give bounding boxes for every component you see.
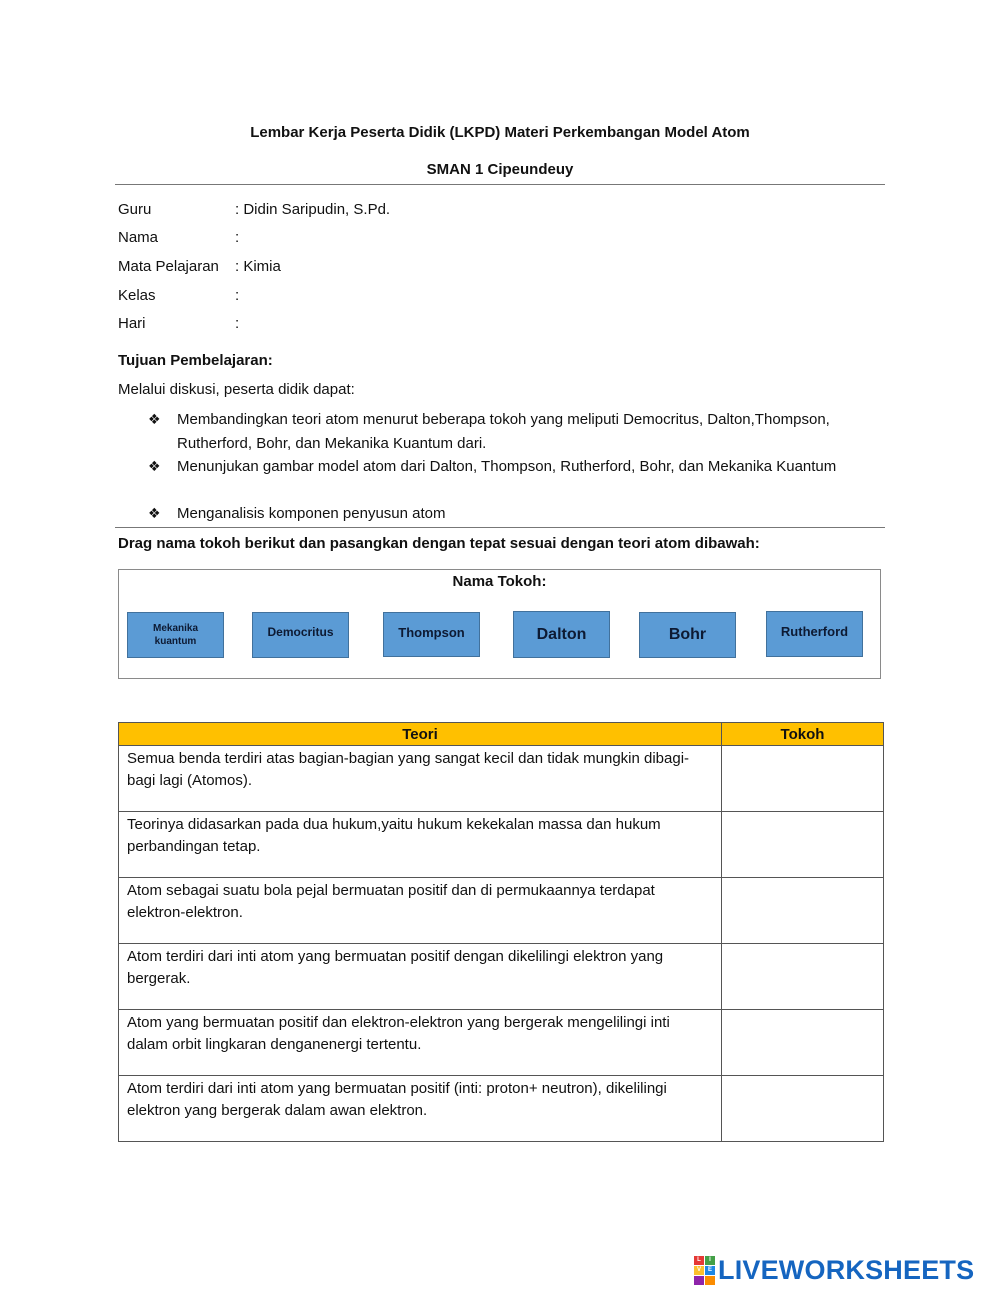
- theory-cell: Semua benda terdiri atas bagian-bagian yang sangat kecil dan tidak mungkin dibagi-bagi lagi (Atomos).: [119, 746, 722, 812]
- divider: [115, 184, 885, 185]
- info-label: Nama: [118, 229, 159, 246]
- liveworksheets-logo: [694, 1256, 974, 1284]
- theory-cell: Atom sebagai suatu bola pejal bermuatan positif dan di permukaannya terdapat elektron-elektron.: [119, 878, 722, 944]
- drag-chip-mekanika-kuantum[interactable]: Mekanika kuantum: [127, 612, 224, 658]
- objective-text: Menunjukan gambar model atom dari Dalton, Thompson, Rutherford, Bohr, dan Mekanika Kuantum: [177, 458, 837, 475]
- table-row: [119, 944, 884, 1010]
- table-row: [119, 1010, 884, 1076]
- badge-letter: [705, 1276, 715, 1285]
- info-label: Guru: [118, 201, 152, 218]
- diamond-bullet-icon: ❖: [148, 505, 161, 521]
- table-row: [119, 746, 884, 812]
- column-header-tokoh: Tokoh: [722, 723, 884, 746]
- tokoh-box: [118, 569, 881, 679]
- info-value: : Kimia: [235, 258, 281, 275]
- objective-text: Menganalisis komponen penyusun atom: [177, 505, 446, 522]
- theory-cell: Atom terdiri dari inti atom yang bermuatan positif (inti: proton+ neutron), dikelilingi elektron yang bergerak dalam awan elektron.: [119, 1076, 722, 1142]
- tokoh-drop-zone[interactable]: [722, 944, 884, 1010]
- info-label: Kelas: [118, 287, 156, 304]
- instruction-text: Drag nama tokoh berikut dan pasangkan dengan tepat sesuai dengan teori atom dibawah:: [118, 535, 760, 552]
- info-value: :: [235, 315, 240, 332]
- tokoh-drop-zone[interactable]: [722, 878, 884, 944]
- theory-table: [118, 722, 884, 1142]
- badge-letter: E: [705, 1266, 715, 1275]
- table-row: [119, 878, 884, 944]
- objectives-heading: Tujuan Pembelajaran:: [118, 352, 273, 369]
- info-value: : Didin Saripudin, S.Pd.: [235, 201, 391, 218]
- divider: [115, 527, 885, 528]
- table-row: [119, 812, 884, 878]
- objective-text: Membandingkan teori atom menurut beberapa tokoh yang meliputi Democritus, Dalton,Thompson, Rutherford, Bohr, dan Mekanika Kuantum dari.: [177, 411, 830, 452]
- theory-cell: Teorinya didasarkan pada dua hukum,yaitu hukum kekekalan massa dan hukum perbandingan tetap.: [119, 812, 722, 878]
- table-header-row: [119, 723, 884, 746]
- badge-letter: L: [694, 1256, 704, 1265]
- table-row: [119, 1076, 884, 1142]
- info-label: Mata Pelajaran: [118, 258, 219, 275]
- document-title: Lembar Kerja Peserta Didik (LKPD) Materi Perkembangan Model Atom: [250, 124, 750, 141]
- drag-chip-thompson[interactable]: Thompson: [383, 612, 480, 657]
- drag-chip-dalton[interactable]: Dalton: [513, 611, 610, 658]
- liveworksheets-badge-icon: [694, 1256, 715, 1285]
- objectives-intro: Melalui diskusi, peserta didik dapat:: [118, 381, 355, 398]
- theory-cell: Atom terdiri dari inti atom yang bermuatan positif dengan dikelilingi elektron yang bergerak.: [119, 944, 722, 1010]
- tokoh-drop-zone[interactable]: [722, 1010, 884, 1076]
- badge-letter: I: [705, 1256, 715, 1265]
- info-label: Hari: [118, 315, 146, 332]
- diamond-bullet-icon: ❖: [148, 411, 161, 427]
- tokoh-drop-zone[interactable]: [722, 1076, 884, 1142]
- tokoh-drop-zone[interactable]: [722, 812, 884, 878]
- tokoh-heading: Nama Tokoh:: [452, 573, 547, 590]
- info-value: :: [235, 287, 240, 304]
- badge-letter: [694, 1276, 704, 1285]
- theory-cell: Atom yang bermuatan positif dan elektron-elektron yang bergerak mengelilingi inti dalam orbit lingkaran denganenergi tertentu.: [119, 1010, 722, 1076]
- logo-text: LIVEWORKSHEETS: [718, 1254, 975, 1285]
- info-value: :: [235, 229, 240, 246]
- diamond-bullet-icon: ❖: [148, 458, 161, 474]
- drag-chip-democritus[interactable]: Democritus: [252, 612, 349, 658]
- school-name: SMAN 1 Cipeundeuy: [426, 161, 574, 178]
- badge-letter: V: [694, 1266, 704, 1275]
- tokoh-drop-zone[interactable]: [722, 746, 884, 812]
- drag-chip-rutherford[interactable]: Rutherford: [766, 611, 863, 657]
- column-header-teori: Teori: [119, 723, 722, 746]
- drag-chip-bohr[interactable]: Bohr: [639, 612, 736, 658]
